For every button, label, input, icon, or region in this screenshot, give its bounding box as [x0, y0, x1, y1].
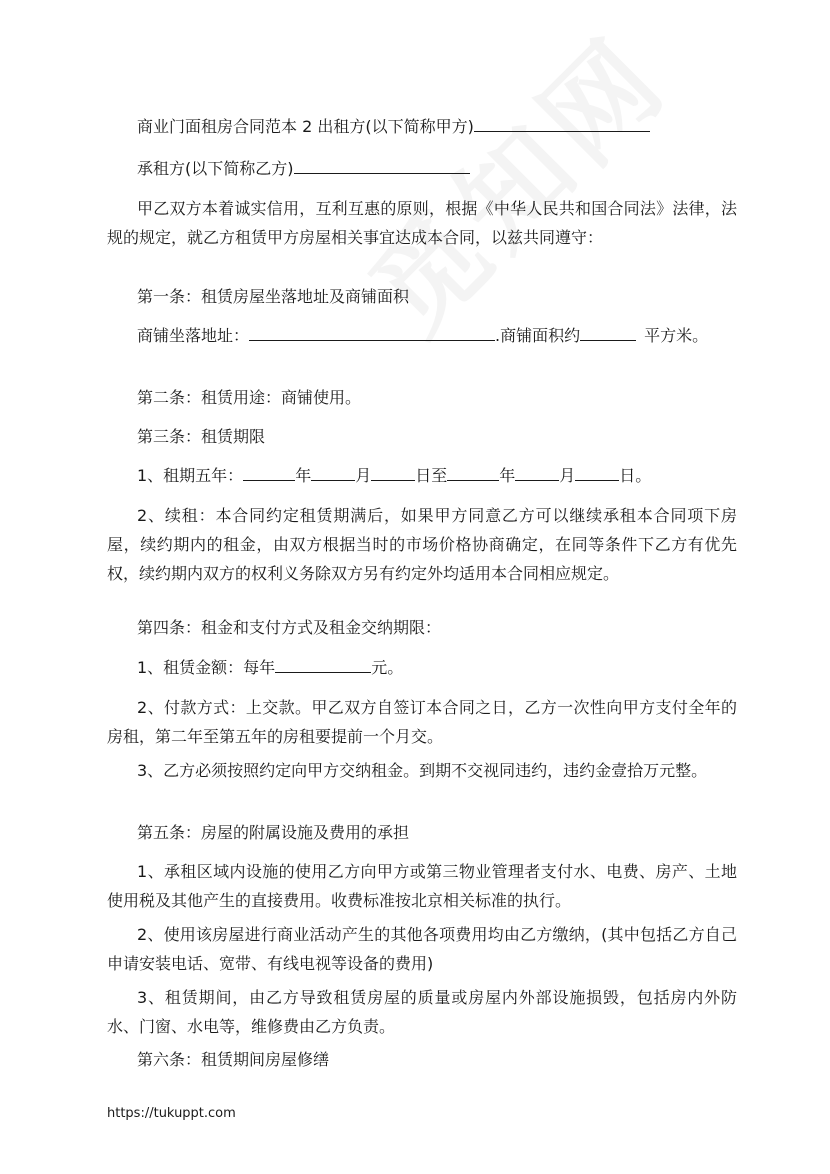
end-day-blank — [575, 462, 619, 481]
start-year-blank — [243, 462, 295, 481]
paragraph-preamble: 甲乙双方本着诚实信用，互利互惠的原则，根据《中华人民共和国合同法》法律，法规的规定，就乙方租赁甲方房屋相关事宜达成本合同，以兹共同遵守： — [107, 199, 737, 247]
paragraph-damage: 3、租赁期间，由乙方导致租赁房屋的质量或房屋内外部设施损毁，包括房内外防水、门窗、水电等，维修费由乙方负责。 — [107, 988, 737, 1036]
paragraph-renewal: 2、续租：本合同约定租赁期满后，如果甲方同意乙方可以继续承租本合同项下房屋，续约期内的租金，由双方根据当时的市场价格协商确定，在同等条件下乙方有优先权，续约期内双方的权利义务除双方另有约定外均适用本合同相应规定。 — [107, 506, 737, 583]
footer-url: https://tukuppt.com — [107, 1106, 236, 1121]
area-blank — [580, 322, 636, 341]
paragraph-penalty: 3、乙方必须按照约定向甲方交纳租金。到期不交视同违约，违约金壹拾万元整。 — [137, 761, 708, 780]
paragraph-title: 商业门面租房合同范本 2 出租方(以下简称甲方) — [107, 112, 737, 141]
start-month-blank — [311, 462, 355, 481]
end-year-blank — [447, 462, 499, 481]
article-1-heading: 第一条：租赁房屋坐落地址及商铺面积 — [137, 287, 410, 306]
lessee-blank — [294, 155, 470, 174]
paragraph-rent-amount: 1、租赁金额：每年 元。 — [107, 653, 737, 682]
paragraph-payment: 2、付款方式：上交款。甲乙双方自签订本合同之日，乙方一次性向甲方支付全年的房租，第二年至第五年的房租要提前一个月交。 — [107, 698, 737, 746]
article-4-heading: 第四条：租金和支付方式及租金交纳期限： — [137, 618, 442, 637]
article-2: 第二条：租赁用途：商铺使用。 — [137, 388, 362, 407]
paragraph-other-fees: 2、使用该房屋进行商业活动产生的其他各项费用均由乙方缴纳，(其中包括乙方自己申请安装电话、宽带、有线电视等设备的费用) — [107, 925, 737, 973]
paragraph-term: 1、租期五年： 年 月 日至 年 月 日。 — [107, 461, 737, 490]
article-5-heading: 第五条：房屋的附属设施及费用的承担 — [137, 823, 410, 842]
rent-amount-blank — [275, 654, 371, 673]
paragraph-lessee: 承租方(以下简称乙方) — [107, 154, 737, 183]
address-blank — [249, 322, 495, 341]
start-day-blank — [371, 462, 415, 481]
paragraph-utilities: 1、承租区域内设施的使用乙方向甲方或第三物业管理者支付水、电费、房产、土地使用税及其他产生的直接费用。收费标准按北京相关标准的执行。 — [107, 862, 737, 910]
article-3-heading: 第三条：租赁期限 — [137, 427, 266, 446]
end-month-blank — [515, 462, 559, 481]
lessor-blank — [474, 113, 650, 132]
paragraph-address: 商铺坐落地址： .商铺面积约 平方米。 — [107, 321, 737, 350]
article-6-heading: 第六条：租赁期间房屋修缮 — [137, 1050, 330, 1069]
